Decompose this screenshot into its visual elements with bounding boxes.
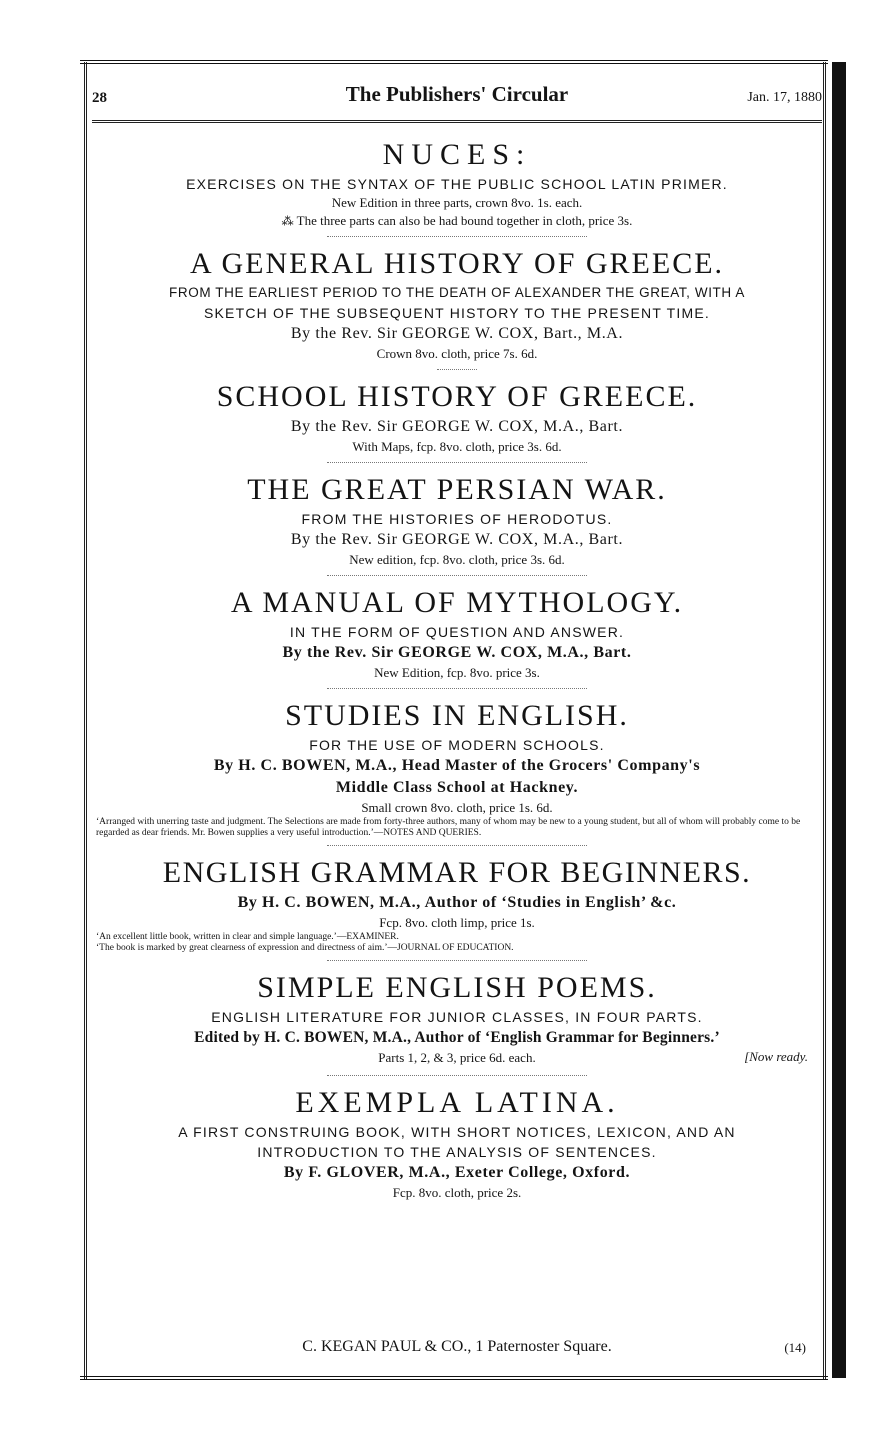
ad-author: By H. C. BOWEN, M.A., Head Master of the Grocers' Company's bbox=[213, 757, 701, 774]
ad-great-persian-war bbox=[96, 471, 818, 569]
journal-title: The Publishers' Circular bbox=[345, 82, 569, 106]
ad-title: ENGLISH GRAMMAR FOR BEGINNERS. bbox=[162, 856, 752, 889]
ad-author: By H. C. BOWEN, M.A., Author of ‘Studies in English’ &c. bbox=[237, 894, 677, 911]
ad-price: Crown 8vo. cloth, price 7s. 6d. bbox=[376, 346, 538, 361]
ad-price: With Maps, fcp. 8vo. cloth, price 3s. 6d. bbox=[352, 439, 562, 454]
ad-price: Fcp. 8vo. cloth, price 2s. bbox=[392, 1185, 522, 1200]
page-footer bbox=[96, 1338, 818, 1362]
ad-title: A MANUAL OF MYTHOLOGY. bbox=[230, 586, 684, 619]
ad-price-row bbox=[96, 1049, 818, 1069]
ad-subtitle: A FIRST CONSTRUING BOOK, WITH SHORT NOTICES, LEXICON, AND AN bbox=[178, 1124, 736, 1140]
divider bbox=[437, 369, 477, 370]
publisher-imprint: C. KEGAN PAUL & CO., 1 Paternoster Square. bbox=[302, 1338, 612, 1355]
ad-author: By the Rev. Sir GEORGE W. COX, M.A., Bart. bbox=[290, 531, 624, 548]
divider bbox=[327, 575, 587, 576]
issue-date: Jan. 17, 1880 bbox=[747, 90, 822, 105]
ad-simple-english-poems bbox=[96, 969, 818, 1069]
ad-subtitle: FROM THE EARLIEST PERIOD TO THE DEATH OF ALEXANDER THE GREAT, WITH A bbox=[169, 285, 745, 300]
ad-title: EXEMPLA LATINA. bbox=[295, 1086, 619, 1119]
ad-title: STUDIES IN ENGLISH. bbox=[285, 699, 629, 732]
ad-studies-in-english bbox=[96, 697, 818, 839]
scan-edge bbox=[832, 62, 846, 1378]
ad-price: New Edition, fcp. 8vo. price 3s. bbox=[374, 665, 540, 680]
ad-price: New Edition in three parts, crown 8vo. 1s. each. bbox=[331, 195, 583, 210]
ad-school-history-greece bbox=[96, 378, 818, 456]
asterism-icon: ⁂ bbox=[281, 214, 294, 228]
ad-status: [Now ready. bbox=[744, 1049, 808, 1064]
ad-review-quote: ‘Arranged with unerring taste and judgment. The Selections are made from forty-three authors, many of whom may be new to a young student, but all of whom will probably come to be regarded as dear friends. Mr. Bowen supplies a very useful introduction.’—NOTES AND QUERIES. bbox=[96, 817, 801, 838]
ad-exempla-latina bbox=[96, 1084, 818, 1202]
ad-price: New edition, fcp. 8vo. cloth, price 3s. 6d. bbox=[349, 552, 565, 567]
divider bbox=[327, 1075, 587, 1076]
ad-review-quote-2: ‘The book is marked by great clearness of expression and directness of aim.’—JOURNAL OF EDUCATION. bbox=[96, 943, 514, 953]
ad-author: By the Rev. Sir GEORGE W. COX, M.A., Bart. bbox=[290, 418, 624, 435]
ad-author: By F. GLOVER, M.A., Exeter College, Oxford. bbox=[283, 1164, 631, 1181]
ad-subtitle: ENGLISH LITERATURE FOR JUNIOR CLASSES, IN FOUR PARTS. bbox=[211, 1009, 703, 1025]
ad-title: A GENERAL HISTORY OF GREECE. bbox=[189, 247, 725, 280]
advert-number: (14) bbox=[784, 1340, 806, 1355]
ad-author: By the Rev. Sir GEORGE W. COX, M.A., Bart. bbox=[282, 644, 632, 661]
header-rule bbox=[92, 120, 822, 123]
ad-subtitle: FOR THE USE OF MODERN SCHOOLS. bbox=[309, 737, 605, 753]
ad-subtitle: FROM THE HISTORIES OF HERODOTUS. bbox=[301, 511, 613, 527]
ad-price: Small crown 8vo. cloth, price 1s. 6d. bbox=[361, 800, 553, 815]
divider bbox=[327, 236, 587, 237]
bottom-border bbox=[80, 1376, 828, 1380]
ad-author: By the Rev. Sir GEORGE W. COX, Bart., M.A. bbox=[290, 325, 624, 342]
ad-note-line bbox=[96, 212, 818, 230]
page-number: 28 bbox=[92, 90, 107, 106]
ad-title: NUCES: bbox=[382, 138, 532, 171]
page-header bbox=[92, 82, 822, 118]
ad-subtitle-2: INTRODUCTION TO THE ANALYSIS OF SENTENCES. bbox=[257, 1144, 657, 1160]
ad-subtitle-2: SKETCH OF THE SUBSEQUENT HISTORY TO THE PRESENT TIME. bbox=[203, 305, 710, 321]
ad-general-history-greece bbox=[96, 245, 818, 363]
ad-price: Parts 1, 2, & 3, price 6d. each. bbox=[378, 1050, 536, 1065]
ad-price: Fcp. 8vo. cloth limp, price 1s. bbox=[379, 915, 535, 930]
advertisement-list bbox=[96, 130, 818, 1202]
ad-subtitle: EXERCISES ON THE SYNTAX OF THE PUBLIC SCHOOL LATIN PRIMER. bbox=[186, 176, 728, 192]
ad-manual-of-mythology bbox=[96, 584, 818, 682]
divider bbox=[327, 688, 587, 689]
divider bbox=[327, 462, 587, 463]
ad-title: SCHOOL HISTORY OF GREECE. bbox=[216, 380, 698, 413]
ad-note: The three parts can also be had bound together in cloth, price 3s. bbox=[296, 213, 633, 228]
divider bbox=[327, 960, 587, 961]
ad-title: THE GREAT PERSIAN WAR. bbox=[247, 473, 667, 506]
divider bbox=[327, 845, 587, 846]
ad-english-grammar-beginners bbox=[96, 854, 818, 954]
ad-author-2: Middle Class School at Hackney. bbox=[335, 779, 579, 796]
ad-subtitle: IN THE FORM OF QUESTION AND ANSWER. bbox=[289, 624, 625, 640]
ad-nuces bbox=[96, 136, 818, 230]
ad-title: SIMPLE ENGLISH POEMS. bbox=[257, 971, 657, 1004]
ad-author: Edited by H. C. BOWEN, M.A., Author of ‘English Grammar for Beginners.’ bbox=[194, 1029, 720, 1046]
ad-review-quote: ‘An excellent little book, written in clear and simple language.’—EXAMINER. bbox=[96, 932, 399, 942]
